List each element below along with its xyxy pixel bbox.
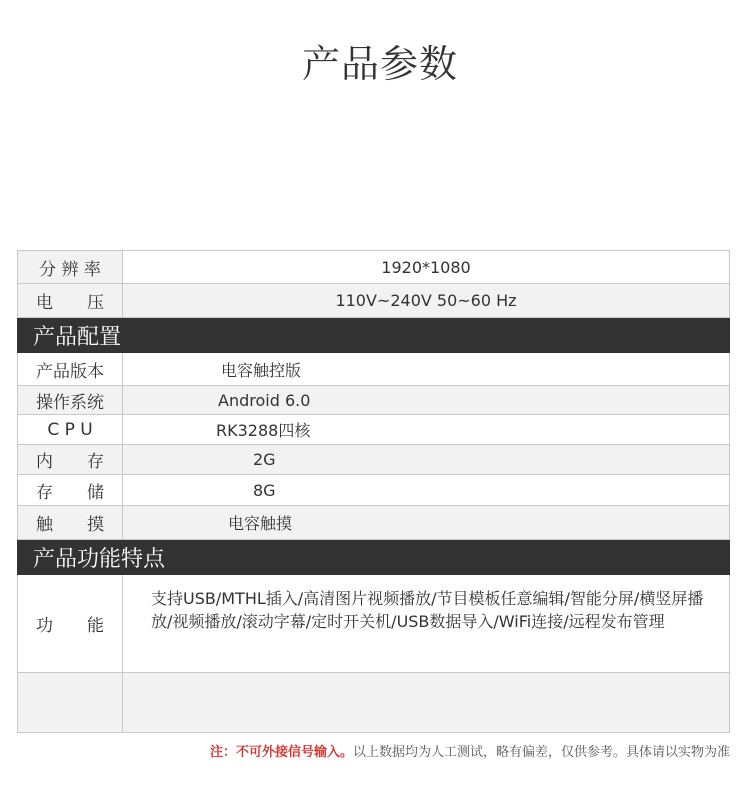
spec-label: 分 辨 率 — [18, 251, 123, 283]
section-header-features: 产品功能特点 — [17, 540, 730, 575]
footnote-text: 以上数据均为人工测试，略有偏差，仅供参考。具体请以实物为准 — [352, 745, 730, 760]
spec-value: 8G — [253, 480, 276, 500]
spec-value: RK3288四核 — [216, 421, 311, 440]
spec-value: 电容触控版 — [221, 360, 302, 380]
spec-label-empty — [18, 673, 123, 732]
spec-label: 功 能 — [18, 575, 123, 672]
spec-label: 操作系统 — [18, 386, 123, 414]
page-title: 产品参数 — [301, 42, 458, 86]
spec-row-os — [17, 386, 730, 415]
spec-row-touch — [17, 506, 730, 540]
spec-row-features — [17, 575, 730, 673]
footnote — [0, 741, 730, 760]
section-header-config: 产品配置 — [17, 318, 730, 353]
spec-row-empty — [17, 673, 730, 733]
spec-row-voltage — [17, 284, 730, 318]
spec-row-storage — [17, 475, 730, 506]
spec-value: 1920*1080 — [123, 251, 729, 283]
spec-row-resolution — [17, 250, 730, 284]
spec-label: 产品版本 — [18, 353, 123, 385]
spec-value: 电容触摸 — [228, 514, 293, 533]
spec-label: 电 压 — [18, 284, 123, 317]
spec-row-memory — [17, 445, 730, 475]
footnote-warning: 注：不可外接信号输入。 — [209, 745, 353, 760]
features-text: 支持USB/MTHL插入/高清图片视频播放/节目模板任意编辑/智能分屏/横竖屏播放/视频播放/滚动字幕/定时开关机/USB数据导入/WiFi连接/远程发布管理 — [151, 589, 704, 631]
spec-label: C P U — [18, 415, 123, 444]
spec-label: 存 储 — [18, 475, 123, 505]
spec-row-cpu — [17, 415, 730, 445]
spec-value: Android 6.0 — [218, 390, 311, 410]
spec-value: 2G — [253, 450, 276, 469]
spec-value: 110V~240V 50~60 Hz — [335, 291, 517, 310]
spec-label: 触 摸 — [18, 506, 123, 539]
spec-row-version — [17, 353, 730, 386]
spec-label: 内 存 — [18, 445, 123, 474]
